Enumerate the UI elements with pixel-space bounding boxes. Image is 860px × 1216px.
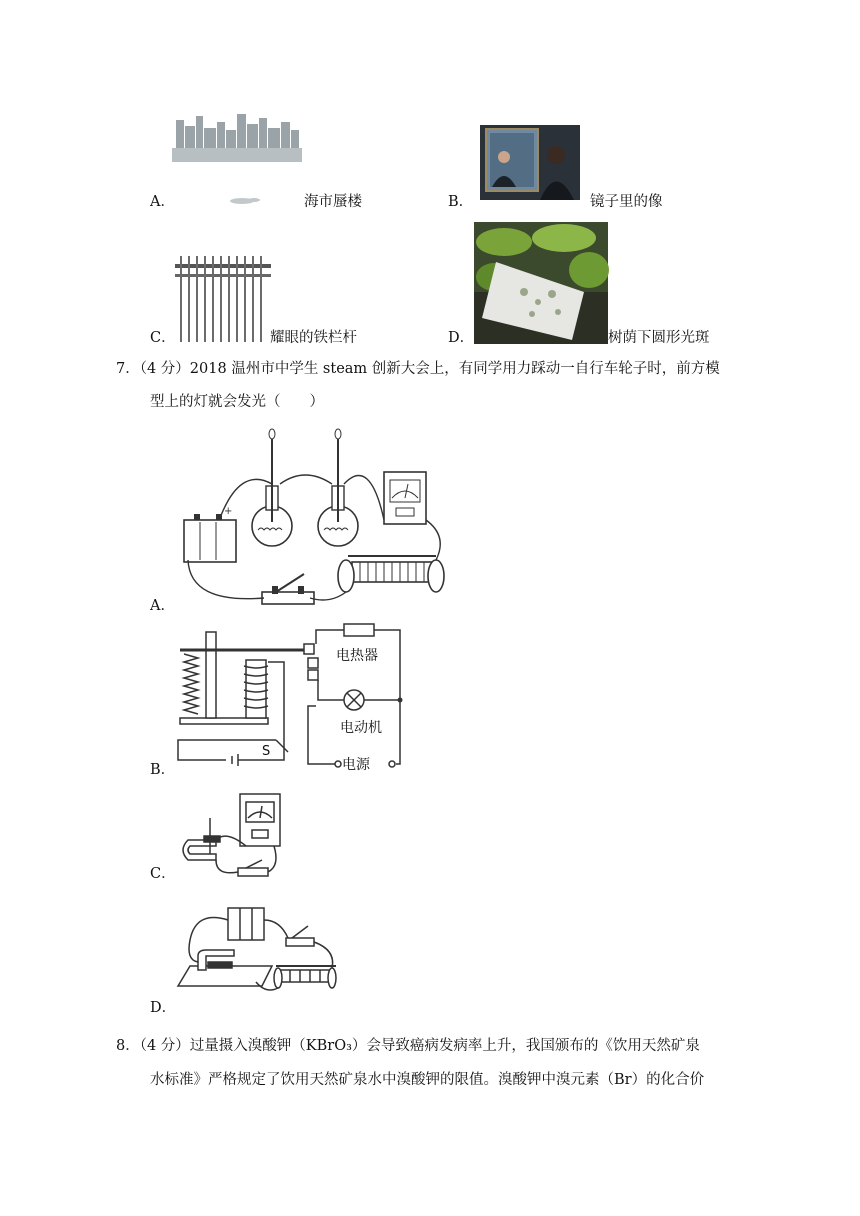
question-7-line2: 型上的灯就会发光（ ） — [150, 394, 324, 410]
option-a-letter: A． — [150, 194, 175, 210]
option-c-letter: C． — [150, 330, 176, 346]
option-d-caption: 树荫下圆形光斑 — [608, 330, 710, 346]
option-b-letter: B． — [448, 194, 474, 210]
galvanometer-icon — [384, 472, 426, 524]
option-c-caption: 耀眼的铁栏杆 — [270, 330, 357, 346]
circuit-diagram-a — [180, 426, 450, 610]
rheostat-icon — [338, 556, 444, 592]
motor-label: 电动机 — [340, 720, 382, 736]
flask-icon — [252, 429, 292, 546]
tree-shade-light-spots-image — [474, 222, 608, 344]
question-8-line1: 8．（4 分）过量摄入溴酸钾（KBrO₃）会导致癌病发病率上升，我国颁布的《饮用天然矿泉 — [116, 1038, 700, 1054]
switch-icon — [262, 574, 314, 604]
mirage-image — [172, 108, 302, 203]
circuit-diagram-d — [176, 900, 340, 996]
switch-s-label: S — [262, 744, 271, 759]
option-7d-letter: D． — [150, 1000, 177, 1016]
circuit-diagram-b — [176, 622, 406, 774]
option-7c-letter: C． — [150, 866, 176, 882]
power-label: 电源 — [342, 757, 370, 773]
option-d-letter: D． — [448, 330, 475, 346]
mirror-image-photo — [480, 125, 580, 200]
question-7-line1: 7．（4 分）2018 温州市中学生 steam 创新大会上，有同学用力踩动一自行车轮子时，前方模 — [116, 361, 720, 377]
circuit-diagram-c — [176, 790, 286, 880]
svg-text:+: + — [224, 506, 233, 517]
option-7b-letter: B． — [150, 762, 176, 778]
option-7a-letter: A． — [150, 598, 175, 614]
option-a-caption: 海市蜃楼 — [304, 194, 362, 210]
option-b-caption: 镜子里的像 — [590, 194, 663, 210]
question-8-line2: 水标准》严格规定了饮用天然矿泉水中溴酸钾的限值。溴酸钾中溴元素（Br）的化合价 — [150, 1072, 705, 1088]
flask-icon — [318, 429, 358, 546]
battery-icon — [184, 506, 236, 562]
heater-label: 电热器 — [336, 648, 378, 664]
iron-fence-image — [175, 252, 271, 344]
